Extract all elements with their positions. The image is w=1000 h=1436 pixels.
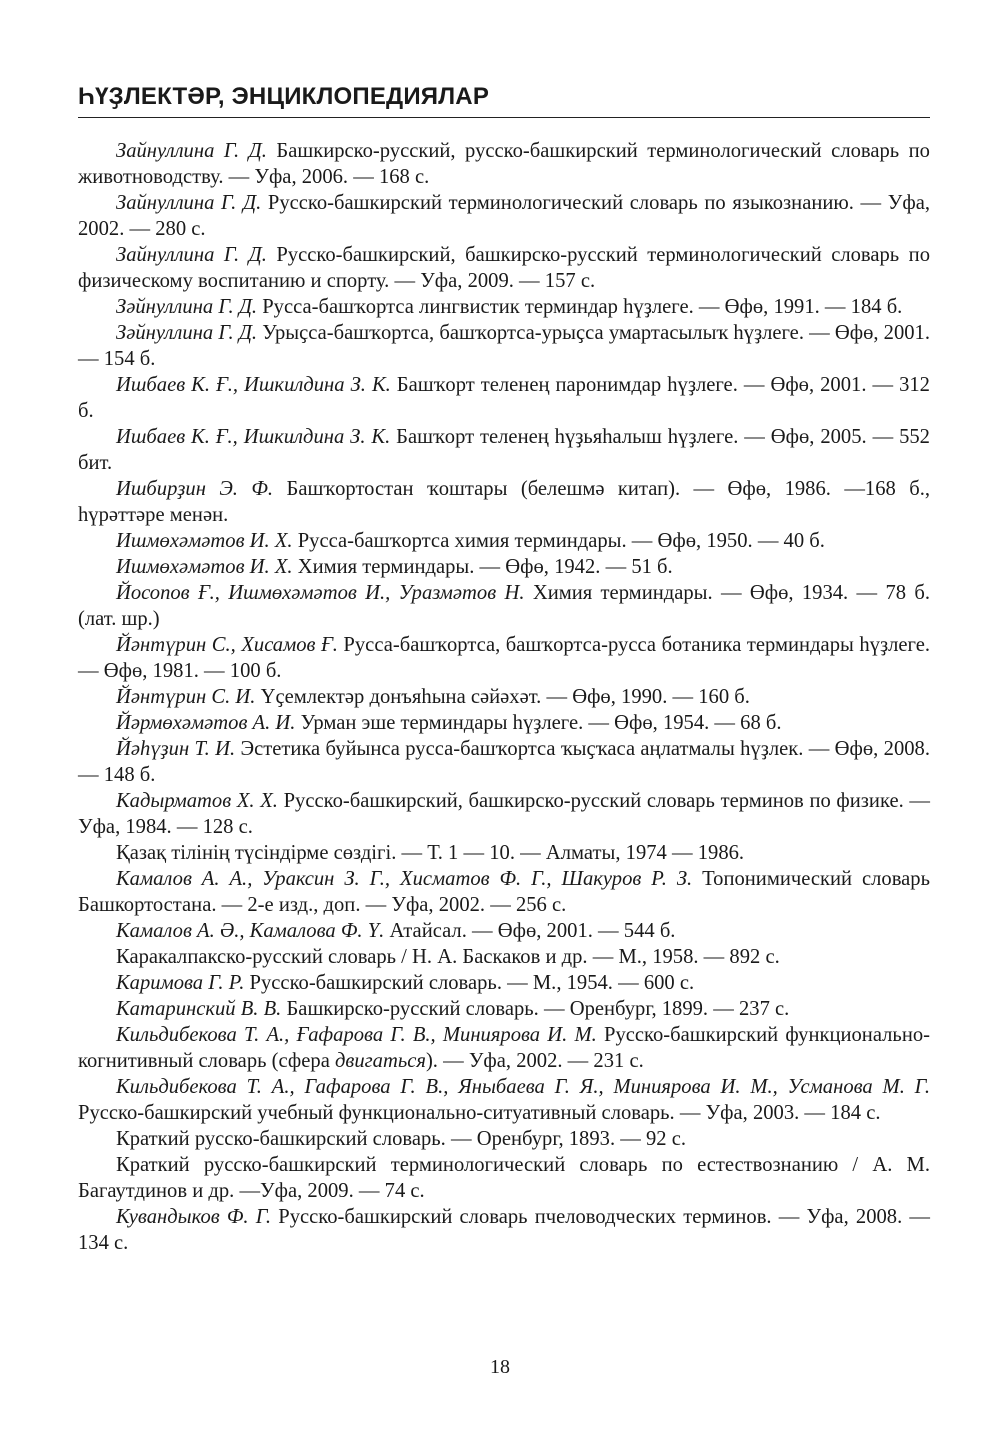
section-header: ҺҮҘЛЕКТӘР, ЭНЦИКЛОПЕДИЯЛАР — [78, 83, 490, 110]
bibliography-entry — [78, 1204, 930, 1256]
bibliography-entry — [78, 1022, 930, 1074]
bibliography-entry — [78, 736, 930, 788]
entry-author: Катаринский В. В. — [116, 998, 282, 1020]
entry-text: Башкирско-русский словарь. — Оренбург, 1899. — 237 с. — [281, 998, 790, 1020]
entry-author: Йәһүҙин Т. И. — [116, 738, 236, 760]
entry-author: Ишбирҙин Э. Ф. — [116, 478, 274, 500]
entry-text-tail: ). — Уфа, 2002. — 231 с. — [425, 1050, 644, 1072]
entry-author: Зәйнуллина Г. Д. — [116, 296, 258, 318]
entry-text: Башҡорт теленең паронимдар һүҙлеге. — Өфө, 2001. — 312 б. — [78, 374, 930, 422]
entry-author: Кильдибекова Т. А., Ғафарова Г. В., Миниярова И. М. — [116, 1024, 597, 1046]
entry-author: Ишмөхәмәтов И. Х. — [116, 556, 293, 578]
entry-author: Йәрмөхәмәтов А. И. — [116, 712, 296, 734]
entry-text: Башҡорт теленең һүҙьяһалыш һүҙлеге. — Өфө, 2005. — 552 бит. — [78, 426, 930, 474]
entry-text: Русса-башҡортса химия терминдары. — Өфө, 1950. — 40 б. — [292, 530, 825, 552]
entry-author: Зайнуллина Г. Д. — [116, 140, 267, 162]
entry-text: Үҫемлектәр донъяһына сәйәхәт. — Өфө, 1990. — 160 б. — [255, 686, 750, 708]
entry-text: Башкирско-русский, русско-башкирский терминологический словарь по животноводству. — Уфа, 2006. — 168 с. — [78, 140, 930, 188]
entry-author: Йосопов Ғ., Ишмөхәмәтов И., Уразмәтов Н. — [116, 582, 525, 604]
entry-text: Қазақ тілінің түсіндірме сөздігі. — Т. 1 — 10. — Алматы, 1974 — 1986. — [116, 842, 745, 864]
entry-text: Башҡортостан ҡоштары (белешмә китап). — Өфө, 1986. —168 б., һүрәттәре менән. — [78, 478, 930, 526]
entry-author: Ишбаев К. Ғ., Ишкилдина З. К. — [116, 426, 391, 448]
bibliography-entry — [78, 970, 930, 996]
bibliography-entry — [78, 190, 930, 242]
entry-author: Кувандыков Ф. Г. — [116, 1206, 272, 1228]
entry-text: Русско-башкирский функционально-когнитивный словарь (сфера — [78, 1024, 930, 1072]
entry-author: Каримова Г. Р. — [116, 972, 245, 994]
entry-author: Кадырматов Х. Х. — [116, 790, 278, 812]
entry-text: Урыҫса-башҡортса, башҡортса-урыҫса умартасылыҡ һүҙлеге. — Өфө, 2001. — 154 б. — [78, 322, 931, 370]
entry-text: Каракалпакско-русский словарь / Н. А. Баскаков и др. — М., 1958. — 892 с. — [116, 946, 780, 968]
bibliography-entry — [78, 632, 930, 684]
entry-author: Кильдибекова Т. А., Гафарова Г. В., Яныбаева Г. Я., Миниярова И. М., Усманова М. Г. — [116, 1076, 930, 1098]
entry-text: Русско-башкирский учебный функционально-ситуативный словарь. — Уфа, 2003. — 184 с. — [78, 1102, 881, 1124]
entry-author: Камалов А. Ә., Камалова Ф. Ү. — [116, 920, 385, 942]
entry-author: Зайнуллина Г. Д. — [116, 192, 262, 214]
bibliography-entry — [78, 684, 930, 710]
bibliography-entry — [78, 944, 930, 970]
entry-text: Русса-башҡортса лингвистик терминдар һүҙлеге. — Өфө, 1991. — 184 б. — [257, 296, 903, 318]
entry-text: Топонимический словарь Башкортостана. — 2-е изд., доп. — Уфа, 2002. — 256 с. — [78, 868, 930, 916]
entry-author: Йәнтүрин С., Хисамов Ғ. — [116, 634, 338, 656]
bibliography-entry — [78, 996, 930, 1022]
bibliography-entry — [78, 320, 930, 372]
entry-text: Краткий русско-башкирский словарь. — Оренбург, 1893. — 92 с. — [116, 1128, 687, 1150]
bibliography-entry — [78, 242, 930, 294]
bibliography-entry — [78, 866, 930, 918]
entry-text: Краткий русско-башкирский терминологический словарь по естествознанию / А. М. Багаутдинов и др. —Уфа, 2009. — 74 с. — [78, 1154, 930, 1202]
bibliography-entry — [78, 554, 930, 580]
entry-text: Русско-башкирский словарь. — М., 1954. — 600 с. — [244, 972, 695, 994]
entry-author: Зайнуллина Г. Д. — [116, 244, 267, 266]
bibliography-entry — [78, 138, 930, 190]
bibliography-entry — [78, 1126, 930, 1152]
entry-text: Химия терминдары. — Өфө, 1942. — 51 б. — [292, 556, 673, 578]
bibliography-entry — [78, 918, 930, 944]
entry-author: Ишбаев К. Ғ., Ишкилдина З. К. — [116, 374, 391, 396]
bibliography-entry — [78, 528, 930, 554]
entry-text: Русско-башкирский терминологический словарь по языкознанию. — Уфа, 2002. — 280 с. — [78, 192, 930, 240]
bibliography-entry — [78, 580, 930, 632]
entry-author: Камалов А. А., Ураксин З. Г., Хисматов Ф. Г., Шакуров Р. З. — [116, 868, 693, 890]
entry-text: Урман эше терминдары һүҙлеге. — Өфө, 1954. — 68 б. — [295, 712, 782, 734]
entry-text: Русско-башкирский словарь пчеловодческих терминов. — Уфа, 2008. — 134 с. — [78, 1206, 930, 1254]
bibliography-entry — [78, 294, 930, 320]
header-rule — [78, 117, 930, 118]
entry-text: Русса-башҡортса, башҡортса-русса ботаника терминдары һүҙлеге. — Өфө, 1981. — 100 б. — [78, 634, 930, 682]
bibliography-entry — [78, 1074, 930, 1126]
bibliography-entry — [78, 840, 930, 866]
bibliography-list — [78, 138, 930, 1256]
entry-author: Зәйнуллина Г. Д. — [116, 322, 258, 344]
entry-text: Химия терминдары. — Өфө, 1934. — 78 б. (лат. шр.) — [78, 582, 930, 630]
entry-text: Русско-башкирский, башкирско-русский терминологический словарь по физическому воспитанию и спорту. — Уфа, 2009. — 157 с. — [78, 244, 930, 292]
entry-text: Русско-башкирский, башкирско-русский словарь терминов по физике. — Уфа, 1984. — 128 с. — [78, 790, 930, 838]
entry-italic-word: двигаться — [334, 1050, 426, 1072]
entry-text: Эстетика буйынса русса-башҡортса ҡыҫҡаса аңлатмалы һүҙлек. — Өфө, 2008. — 148 б. — [78, 738, 930, 786]
page-number: 18 — [490, 1356, 510, 1378]
bibliography-entry — [78, 476, 930, 528]
entry-author: Йәнтүрин С. И. — [116, 686, 256, 708]
bibliography-entry — [78, 788, 930, 840]
entry-author: Ишмөхәмәтов И. Х. — [116, 530, 293, 552]
bibliography-entry — [78, 710, 930, 736]
bibliography-entry — [78, 424, 930, 476]
bibliography-entry — [78, 1152, 930, 1204]
entry-text: Атайсал. — Өфө, 2001. — 544 б. — [384, 920, 676, 942]
bibliography-entry — [78, 372, 930, 424]
